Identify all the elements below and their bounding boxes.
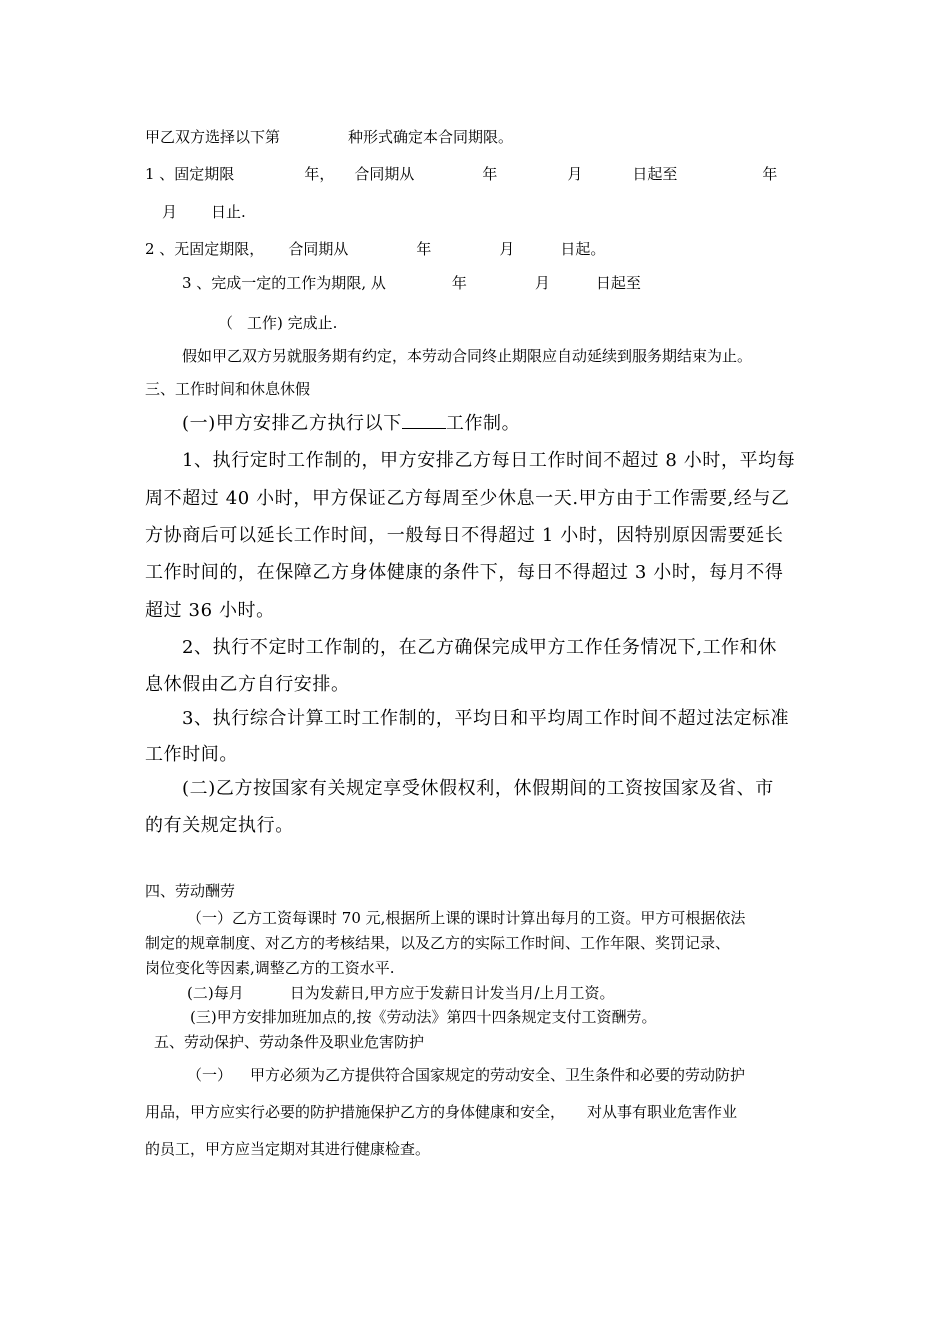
term-option3-line2 xyxy=(218,312,337,333)
section3-p1-line: 周不超过 40 小时，甲方保证乙方每周至少休息一天.甲方由于工作需要,经与乙 xyxy=(145,488,790,509)
term-option-text: 年 xyxy=(762,165,778,183)
section3-item1 xyxy=(182,409,520,435)
term-option-text: 2 、无固定期限， xyxy=(145,240,265,258)
section3-p1-line: 方协商后可以延长工作时间，一般每日不得超过 1 小时，因特别原因需要延长 xyxy=(145,525,784,546)
section4-item2 xyxy=(187,982,615,1003)
term-option-text: （ xyxy=(218,314,234,332)
section3-p2-line: 息休假由乙方自行安排。 xyxy=(145,674,350,695)
term-option-text: 年 xyxy=(416,240,432,258)
section5-item1-line xyxy=(145,1138,430,1159)
section3-p3-line: 3、执行综合计算工时工作制的，平均日和平均周工作时间不超过法定标准 xyxy=(182,708,790,729)
section4-item2-text: 日为发薪日,甲方应于发薪日计发当月/上月工资。 xyxy=(289,984,615,1002)
section3-item2-line: 的有关规定执行。 xyxy=(145,815,294,836)
term-option-text: 日起。 xyxy=(560,240,606,258)
section5-item1-line xyxy=(187,1064,745,1085)
section5-item1-text: 甲方必须为乙方提供符合国家规定的劳动安全、卫生条件和必要的劳动防护 xyxy=(250,1066,746,1084)
term-option-text: 月 xyxy=(162,203,178,221)
term-option-text: 3 、完成一定的工作为期限, 从 xyxy=(182,274,386,292)
term-intro-text: 种形式确定本合同期限。 xyxy=(348,128,514,146)
term-option-text: 日起至 xyxy=(595,274,641,292)
section4-heading: 四、劳动酬劳 xyxy=(145,882,236,900)
section3-p1-line: 工作时间的，在保障乙方身体健康的条件下，每日不得超过 3 小时，每月不得 xyxy=(145,562,784,583)
term-option-text: 合同期从 xyxy=(354,165,415,183)
term-option1-line2 xyxy=(162,201,246,222)
section3-heading: 三、工作时间和休息休假 xyxy=(145,380,311,398)
term-option-text: 1 、固定期限 xyxy=(145,165,235,183)
section4-item1-line: 岗位变化等因素,调整乙方的工资水平. xyxy=(145,959,395,977)
term-intro-line xyxy=(145,126,513,147)
term-option-text: 工作) 完成止. xyxy=(247,314,338,332)
section4-item2-text: (二)每月 xyxy=(187,984,244,1002)
term-option2-line xyxy=(145,238,605,259)
section3-p1-line: 1、执行定时工作制的，甲方安排乙方每日工作时间不超过 8 小时，平均每 xyxy=(182,450,796,471)
section5-heading: 五、劳动保护、劳动条件及职业危害防护 xyxy=(154,1033,425,1051)
term-option-text: 月 xyxy=(499,240,515,258)
term-intro-text: 甲乙双方选择以下第 xyxy=(145,128,281,146)
term-option-text: 日止. xyxy=(211,203,246,221)
term-option-text: 月 xyxy=(567,165,583,183)
section3-p3-line: 工作时间。 xyxy=(145,744,238,765)
section5-item1-line xyxy=(145,1101,737,1122)
section5-item1-text: 用品，甲方应实行必要的防护措施保护乙方的身体健康和安全， xyxy=(145,1103,566,1121)
section5-item1-text: 对从事有职业危害作业 xyxy=(587,1103,738,1121)
term-option-text: 年， xyxy=(304,165,335,183)
term-option-text: 月 xyxy=(534,274,550,292)
section3-p1-line: 超过 36 小时。 xyxy=(145,600,275,621)
section4-item1-line: （一）乙方工资每课时 70 元,根据所上课的课时计算出每月的工资。甲方可根据依法 xyxy=(187,909,746,927)
section5-item1-text: （一） xyxy=(187,1066,233,1084)
term-option-text: 合同期从 xyxy=(288,240,349,258)
section3-p2-line: 2、执行不定时工作制的，在乙方确保完成甲方工作任务情况下,工作和休 xyxy=(182,637,777,658)
term-option-text: 年 xyxy=(451,274,467,292)
blank-underline xyxy=(402,414,446,429)
term-option1-line xyxy=(145,163,777,184)
term-option-text: 年 xyxy=(482,165,498,183)
section3-item1-text: (一)甲方安排乙方执行以下 xyxy=(182,413,402,434)
term-option3-line xyxy=(182,272,641,293)
section4-item3: (三)甲方安排加班加点的,按《劳动法》第四十四条规定支付工资酬劳。 xyxy=(190,1008,657,1026)
section3-item1-text: 工作制。 xyxy=(445,413,521,434)
section4-item1-line: 制定的规章制度、对乙方的考核结果，以及乙方的实际工作时间、工作年限、奖罚记录、 xyxy=(145,934,731,952)
section3-item2-line: (二)乙方按国家有关规定享受休假权利，休假期间的工资按国家及省、市 xyxy=(182,778,774,799)
service-extension-text: 假如甲乙双方另就服务期有约定，本劳动合同终止期限应自动延续到服务期结束为止。 xyxy=(182,347,753,365)
term-option-text: 日起至 xyxy=(632,165,678,183)
section5-item1-text: 的员工，甲方应当定期对其进行健康检查。 xyxy=(145,1140,431,1158)
